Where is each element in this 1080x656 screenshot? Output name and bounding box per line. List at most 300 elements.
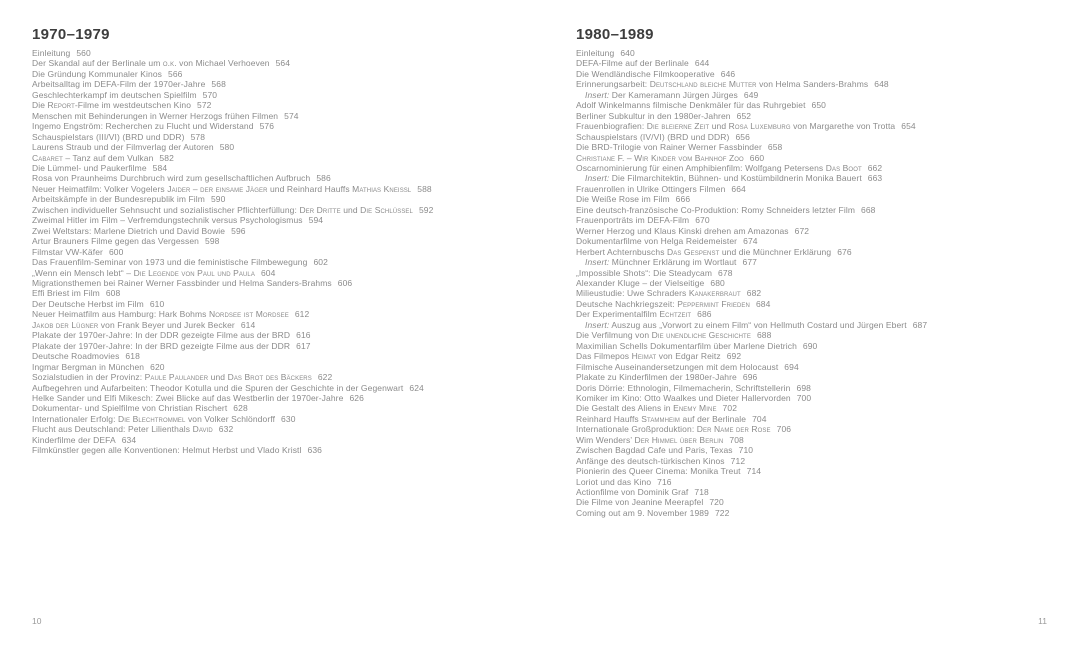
toc-entry	[32, 424, 547, 434]
toc-entry	[32, 69, 547, 79]
entry-text: Deutsche Roadmovies	[32, 351, 120, 362]
toc-entry	[32, 226, 547, 236]
entry-page-number: 677	[742, 257, 757, 268]
film-title: o.k.	[162, 58, 177, 69]
toc-insert-entry	[576, 257, 1066, 267]
entry-page-number: 678	[718, 267, 733, 278]
entry-text: Plakate der 1970er-Jahre: In der BRD gezeigte Filme aus der DDR	[32, 340, 291, 351]
toc-entry	[576, 403, 1066, 413]
decade-heading-right: 1980–1989	[576, 26, 654, 43]
toc-entry	[576, 236, 1066, 246]
toc-entry	[32, 414, 547, 424]
entry-page-number: 690	[802, 340, 818, 351]
entry-page-number: 722	[714, 507, 730, 518]
entry-page-number: 586	[316, 173, 331, 184]
toc-entry	[576, 477, 1066, 487]
entry-page-number: 630	[281, 413, 296, 424]
film-title: Heimat	[631, 351, 657, 362]
entry-page-number: 704	[752, 413, 767, 424]
toc-entry	[576, 309, 1066, 319]
film-title: Das Gespenst	[667, 246, 720, 257]
toc-entry	[576, 435, 1066, 445]
toc-entry	[32, 309, 547, 319]
toc-entry	[576, 48, 1066, 58]
entry-page-number: 572	[197, 100, 212, 111]
toc-entry	[32, 205, 547, 215]
insert-label: Insert:	[585, 173, 610, 184]
entry-text: Die Gründung Kommunaler Kinos	[32, 68, 162, 79]
toc-entry	[32, 194, 547, 204]
entry-text: Frauenrollen in Ulrike Ottingers Filmen	[576, 183, 726, 194]
entry-text: Plakate der 1970er-Jahre: In der DDR gezeigte Filme aus der BRD	[32, 330, 291, 341]
entry-page-number: 598	[205, 236, 220, 247]
film-title: David	[192, 424, 213, 435]
toc-entry	[576, 362, 1066, 372]
film-title: Die unendliche Geschichte	[651, 330, 751, 341]
toc-entry	[576, 121, 1066, 131]
entry-page-number: 660	[749, 152, 765, 163]
toc-entries-left	[32, 48, 547, 456]
entry-page-number: 640	[620, 48, 635, 58]
entry-text: Helke Sander und Elfi Mikesch: Zwei Blicke auf das Westberlin der 1970er-Jahre	[32, 392, 344, 403]
film-title: Christiane F. – Wir Kinder vom Bahnhof Zoo	[576, 152, 744, 163]
toc-entry	[576, 383, 1066, 393]
entry-text: Frauenbiografien:	[576, 121, 647, 132]
entry-page-number: 663	[867, 173, 883, 184]
toc-page-right	[576, 26, 1066, 518]
entry-page-number: 618	[125, 351, 140, 362]
toc-entry	[576, 456, 1066, 466]
entry-text: Coming out am 9. November 1989	[576, 507, 709, 518]
entry-page-number: 606	[337, 277, 353, 288]
toc-entry	[32, 341, 547, 351]
entry-text: Der Skandal auf der Berlinale um	[32, 58, 163, 69]
entry-text: Neuer Heimatfilm: Volker Vogelers	[32, 183, 168, 194]
entry-text: Frauenporträts im DEFA-Film	[576, 215, 690, 226]
entry-text: Schauspielstars (IV/VI) (BRD und DDR)	[576, 131, 730, 142]
toc-entry	[576, 247, 1066, 257]
film-title: Deutschland bleiche Mutter	[649, 79, 757, 90]
toc-entry	[32, 268, 547, 278]
entry-page-number: 666	[675, 194, 691, 205]
entry-page-number: 610	[149, 298, 165, 309]
film-title: Der Himmel über Berlin	[634, 434, 724, 445]
toc-entry	[32, 288, 547, 298]
entry-text: -Filme im westdeutschen Kino	[74, 100, 192, 111]
entry-text: Laurens Straub und der Filmverlag der Autoren	[32, 142, 214, 153]
toc-entry	[576, 215, 1066, 225]
entry-page-number: 620	[150, 361, 165, 372]
entry-text: Der Experimentalfilm	[576, 309, 660, 320]
toc-entries-right	[576, 48, 1066, 518]
toc-entry	[576, 424, 1066, 434]
toc-insert-entry	[576, 90, 1066, 100]
entry-page-number: 674	[743, 236, 758, 247]
entry-page-number: 600	[108, 246, 124, 257]
entry-page-number: 716	[657, 476, 672, 487]
entry-text: Auszug aus „Vorwort zu einem Film“ von Hellmuth Costard und Jürgen Ebert	[609, 319, 907, 330]
entry-text: Der Kameramann Jürgen Jürges	[609, 89, 738, 100]
toc-entry	[576, 205, 1066, 215]
entry-page-number: 617	[296, 340, 311, 351]
entry-text: Werner Herzog und Klaus Kinski drehen am Amazonas	[576, 225, 789, 236]
toc-entry	[576, 508, 1066, 518]
entry-text: Die Wendländische Filmkooperative	[576, 68, 715, 79]
entry-text: Zwischen individueller Sehnsucht und sozialistischer Pflichterfüllung:	[32, 204, 300, 215]
entry-text: Pionierin des Queer Cinema: Monika Treut	[576, 466, 741, 477]
entry-page-number: 592	[418, 204, 434, 215]
toc-entry	[576, 351, 1066, 361]
entry-text: Die Lümmel- und Paukerfilme	[32, 162, 147, 173]
toc-entry	[32, 121, 547, 131]
toc-entry	[32, 215, 547, 225]
entry-page-number: 708	[729, 434, 744, 445]
entry-page-number: 686	[697, 309, 712, 320]
toc-entry	[576, 414, 1066, 424]
page-number-left: 10	[32, 616, 42, 626]
entry-text: Loriot und das Kino	[576, 476, 652, 487]
entry-text: und die Münchner Erklärung	[719, 246, 832, 257]
toc-entry	[32, 435, 547, 445]
entry-text: Münchner Erklärung im Wortlaut	[609, 257, 737, 268]
entry-page-number: 560	[76, 48, 91, 58]
toc-entry	[576, 142, 1066, 152]
toc-entry	[32, 320, 547, 330]
entry-text: Filmische Auseinandersetzungen mit dem Holocaust	[576, 361, 779, 372]
toc-entry	[32, 48, 547, 58]
entry-text: Reinhard Hauffs	[576, 413, 642, 424]
toc-entry	[32, 142, 547, 152]
entry-page-number: 650	[811, 100, 827, 111]
entry-page-number: 616	[296, 330, 311, 341]
film-title: Mathias Kneißl	[352, 183, 412, 194]
entry-text: Oscarnominierung für einen Amphibienfilm: Wolfgang Petersens	[576, 162, 826, 173]
toc-entry	[576, 299, 1066, 309]
toc-entry	[32, 330, 547, 340]
entry-page-number: 566	[168, 68, 183, 79]
entry-page-number: 644	[694, 58, 710, 69]
entry-page-number: 656	[735, 131, 750, 142]
toc-entry	[32, 257, 547, 267]
entry-page-number: 670	[695, 215, 710, 226]
entry-text: Internationaler Erfolg:	[32, 413, 119, 424]
entry-text: Wim Wenders’	[576, 434, 635, 445]
toc-entry	[576, 497, 1066, 507]
entry-page-number: 684	[755, 298, 771, 309]
toc-entry	[576, 268, 1066, 278]
entry-page-number: 602	[313, 257, 328, 268]
toc-entry	[32, 132, 547, 142]
entry-text: Migrationsthemen bei Rainer Werner Fassbinder und Helma Sanders-Brahms	[32, 277, 332, 288]
entry-text: Zweimal Hitler im Film – Verfremdungstechnik versus Psychologismus	[32, 215, 303, 226]
entry-text: Geschlechterkampf im deutschen Spielfilm	[32, 89, 197, 100]
toc-entry	[576, 341, 1066, 351]
entry-text: auf der Berlinale	[680, 413, 747, 424]
entry-page-number: 706	[776, 424, 792, 435]
entry-text: Erinnerungsarbeit:	[576, 79, 650, 90]
entry-page-number: 628	[233, 403, 248, 414]
toc-entry	[32, 58, 547, 68]
entry-page-number: 696	[742, 372, 758, 383]
entry-text: Berliner Subkultur in den 1980er-Jahren	[576, 110, 731, 121]
toc-entry	[576, 79, 1066, 89]
entry-text: Einleitung	[576, 48, 615, 58]
entry-text: Dokumentarfilme von Helga Reidemeister	[576, 236, 738, 247]
entry-text: Der Deutsche Herbst im Film	[32, 298, 144, 309]
toc-entry	[576, 153, 1066, 163]
film-title: Die Legende von Paul und Paula	[133, 267, 255, 278]
entry-text: Maximilian Schells Dokumentarfilm über Marlene Dietrich	[576, 340, 797, 351]
entry-text: Einleitung	[32, 48, 71, 58]
entry-text: und	[208, 372, 228, 383]
entry-page-number: 632	[218, 424, 234, 435]
entry-page-number: 668	[861, 204, 876, 215]
toc-entry	[576, 288, 1066, 298]
entry-text: von Michael Verhoeven	[176, 58, 270, 69]
entry-text: Plakate zu Kinderfilmen der 1980er-Jahre	[576, 372, 737, 383]
entry-page-number: 580	[219, 142, 235, 153]
film-title: Paule Paulander	[144, 372, 209, 383]
entry-page-number: 624	[409, 382, 424, 393]
toc-entry	[576, 58, 1066, 68]
entry-text: DEFA-Filme auf der Berlinale	[576, 58, 689, 69]
toc-entry	[576, 226, 1066, 236]
film-title: Die Blechtrommel	[118, 413, 186, 424]
toc-entry	[32, 173, 547, 183]
decade-heading-left: 1970–1979	[32, 26, 110, 43]
toc-entry	[576, 132, 1066, 142]
entry-text: Herbert Achternbuschs	[576, 246, 668, 257]
film-title: Nordsee ist Mordsee	[209, 309, 289, 320]
entry-page-number: 654	[901, 121, 916, 132]
film-title: Die Schlüssel	[360, 204, 413, 215]
toc-entry	[32, 100, 547, 110]
entry-text: Adolf Winkelmanns filmische Denkmäler für das Ruhrgebiet	[576, 100, 806, 111]
toc-entry	[576, 393, 1066, 403]
toc-entry	[32, 393, 547, 403]
entry-page-number: 622	[317, 372, 333, 383]
entry-text: Ingmar Bergman in München	[32, 361, 145, 372]
entry-text: und	[709, 121, 729, 132]
entry-page-number: 676	[837, 246, 852, 257]
page-number-right: 11	[1038, 616, 1047, 626]
film-title: Peppermint Frieden	[677, 298, 750, 309]
entry-text: Doris Dörrie: Ethnologin, Filmemacherin, Schriftstellerin	[576, 382, 791, 393]
entry-page-number: 612	[294, 309, 310, 320]
entry-text: Deutsche Nachkriegszeit:	[576, 298, 678, 309]
film-title: Rosa Luxemburg	[728, 121, 791, 132]
entry-page-number: 718	[694, 487, 709, 498]
entry-page-number: 682	[746, 288, 762, 299]
entry-page-number: 582	[159, 152, 174, 163]
film-title: Jaider – der einsame Jäger	[167, 183, 268, 194]
toc-entry	[576, 194, 1066, 204]
entry-page-number: 576	[259, 121, 275, 132]
entry-text: Effi Briest im Film	[32, 288, 100, 299]
entry-page-number: 672	[794, 225, 810, 236]
entry-text: Ingemo Engström: Recherchen zu Flucht und Widerstand	[32, 121, 254, 132]
entry-text: Arbeitsalltag im DEFA-Film der 1970er-Jahre	[32, 79, 206, 90]
toc-entry	[576, 100, 1066, 110]
entry-text: Zwei Weltstars: Marlene Dietrich und David Bowie	[32, 225, 226, 236]
entry-text: Neuer Heimatfilm aus Hamburg: Hark Bohms	[32, 309, 209, 320]
entry-page-number: 614	[240, 319, 256, 330]
film-title: Stammheim	[641, 413, 681, 424]
toc-entry	[32, 79, 547, 89]
toc-entry	[576, 69, 1066, 79]
entry-text: Die Weiße Rose im Film	[576, 194, 670, 205]
film-title: Das Brot des Bäckers	[227, 372, 312, 383]
entry-page-number: 608	[105, 288, 121, 299]
entry-text: Alexander Kluge – der Vielseitige	[576, 277, 705, 288]
entry-page-number: 687	[912, 319, 928, 330]
toc-entry	[32, 445, 547, 455]
entry-text: Rosa von Praunheims Durchbruch wird zum gesellschaftlichen Aufbruch	[32, 173, 311, 184]
toc-entry	[32, 299, 547, 309]
toc-entry	[32, 372, 547, 382]
entry-page-number: 574	[284, 110, 299, 121]
entry-page-number: 702	[722, 403, 738, 414]
entry-text: Die BRD-Trilogie von Rainer Werner Fassbinder	[576, 142, 762, 153]
entry-text: Anfänge des deutsch-türkischen Kinos	[576, 455, 725, 466]
film-title: Report	[47, 100, 75, 111]
entry-page-number: 584	[152, 162, 168, 173]
entry-page-number: 692	[726, 351, 742, 362]
toc-entry	[32, 362, 547, 372]
toc-page-left	[32, 26, 547, 456]
entry-page-number: 712	[730, 455, 746, 466]
entry-text: Schauspielstars (III/VI) (BRD und DDR)	[32, 131, 185, 142]
entry-page-number: 662	[867, 162, 883, 173]
entry-text: Die Gestalt des Aliens in	[576, 403, 674, 414]
entry-text: von Margarethe von Trotta	[790, 121, 896, 132]
toc-entry	[576, 330, 1066, 340]
toc-entry	[576, 184, 1066, 194]
entry-text: Milieustudie: Uwe Schraders	[576, 288, 689, 299]
toc-entry	[576, 111, 1066, 121]
entry-text: Dokumentar- und Spielfilme von Christian Rischert	[32, 403, 228, 414]
entry-text: Arbeitskämpfe in der Bundesrepublik im Film	[32, 194, 205, 205]
entry-text: von Edgar Reitz	[656, 351, 721, 362]
entry-page-number: 664	[731, 183, 746, 194]
insert-label: Insert:	[585, 257, 610, 268]
film-title: Jakob der Lügner	[32, 319, 99, 330]
entry-text: Sozialstudien in der Provinz:	[32, 372, 145, 383]
toc-entry	[32, 111, 547, 121]
film-title: Echtzeit	[659, 309, 692, 320]
entry-text: Aufbegehren und Aufarbeiten: Theodor Kotulla und die Spuren der Geschichte in der Gegenwart	[32, 382, 404, 393]
film-title: Enemy Mine	[673, 403, 717, 414]
toc-entry	[576, 445, 1066, 455]
entry-text: „Wenn ein Mensch lebt“ –	[32, 267, 134, 278]
toc-entry	[32, 403, 547, 413]
entry-text: Internationale Großproduktion:	[576, 424, 697, 435]
entry-text: Filmstar VW-Käfer	[32, 246, 103, 257]
insert-label: Insert:	[585, 89, 610, 100]
toc-entry	[576, 278, 1066, 288]
entry-text: Zwischen Bagdad Cafe und Paris, Texas	[576, 445, 733, 456]
entry-page-number: 564	[275, 58, 291, 69]
toc-entry	[576, 163, 1066, 173]
entry-page-number: 596	[231, 225, 246, 236]
entry-page-number: 568	[211, 79, 226, 90]
entry-page-number: 698	[796, 382, 811, 393]
entry-page-number: 626	[349, 392, 364, 403]
toc-entry	[32, 163, 547, 173]
film-title: Die bleierne Zeit	[646, 121, 710, 132]
entry-page-number: 648	[874, 79, 889, 90]
entry-page-number: 680	[710, 277, 725, 288]
entry-text: Komiker im Kino: Otto Waalkes und Dieter Hallervorden	[576, 392, 791, 403]
entry-page-number: 688	[756, 330, 772, 341]
entry-text: Artur Brauners Filme gegen das Vergessen	[32, 236, 200, 247]
entry-text: Die Filme von Jeanine Meerapfel	[576, 497, 704, 508]
toc-insert-entry	[576, 173, 1066, 183]
entry-text: Menschen mit Behinderungen in Werner Herzogs frühen Filmen	[32, 110, 279, 121]
entry-text: Die	[32, 100, 48, 111]
entry-page-number: 646	[720, 68, 736, 79]
toc-entry	[32, 383, 547, 393]
toc-insert-entry	[576, 320, 1066, 330]
toc-entry	[576, 466, 1066, 476]
film-title: Cabaret	[32, 152, 63, 163]
entry-text: Filmkünstler gegen alle Konventionen: Helmut Herbst und Vlado Kristl	[32, 445, 302, 456]
entry-text: Flucht aus Deutschland: Peter Lilienthals	[32, 424, 193, 435]
film-title: Der Name der Rose	[696, 424, 771, 435]
entry-page-number: 658	[767, 142, 783, 153]
entry-text: „Impossible Shots“: Die Steadycam	[576, 267, 713, 278]
entry-page-number: 714	[746, 466, 762, 477]
entry-text: von Frank Beyer und Jurek Becker	[98, 319, 235, 330]
entry-page-number: 604	[260, 267, 276, 278]
entry-text: Das Frauenfilm-Seminar von 1973 und die feministische Filmbewegung	[32, 257, 308, 268]
film-title: Kanakerbraut	[688, 288, 741, 299]
entry-text: Kinderfilme der DEFA	[32, 434, 116, 445]
toc-entry	[32, 236, 547, 246]
entry-text: – Tanz auf dem Vulkan	[62, 152, 154, 163]
entry-page-number: 694	[784, 361, 799, 372]
film-title: Der Dritte	[299, 204, 341, 215]
entry-text: von Helma Sanders-Brahms	[756, 79, 869, 90]
toc-entry	[576, 487, 1066, 497]
toc-entry	[576, 372, 1066, 382]
entry-text: und Reinhard Hauffs	[267, 183, 353, 194]
entry-text: von Volker Schlöndorff	[185, 413, 276, 424]
entry-page-number: 700	[796, 392, 812, 403]
toc-entry	[32, 351, 547, 361]
entry-page-number: 578	[190, 131, 206, 142]
entry-page-number: 710	[738, 445, 754, 456]
entry-page-number: 588	[417, 183, 432, 194]
toc-entry	[32, 90, 547, 100]
insert-label: Insert:	[585, 319, 610, 330]
entry-page-number: 649	[743, 89, 759, 100]
toc-entry	[32, 278, 547, 288]
toc-entry	[32, 184, 547, 194]
entry-page-number: 652	[736, 110, 752, 121]
toc-entry	[32, 153, 547, 163]
entry-page-number: 636	[307, 445, 322, 456]
entry-text: Actionfilme von Dominik Graf	[576, 487, 689, 498]
entry-page-number: 594	[308, 215, 324, 226]
entry-text: Die Filmarchitektin, Bühnen- und Kostümbildnerin Monika Bauert	[609, 173, 862, 184]
entry-page-number: 590	[210, 194, 226, 205]
entry-page-number: 570	[202, 89, 218, 100]
entry-page-number: 720	[709, 497, 724, 508]
entry-text: Die Verfilmung von	[576, 330, 652, 341]
entry-text: Eine deutsch-französische Co-Produktion: Romy Schneiders letzter Film	[576, 204, 856, 215]
entry-page-number: 634	[121, 434, 137, 445]
